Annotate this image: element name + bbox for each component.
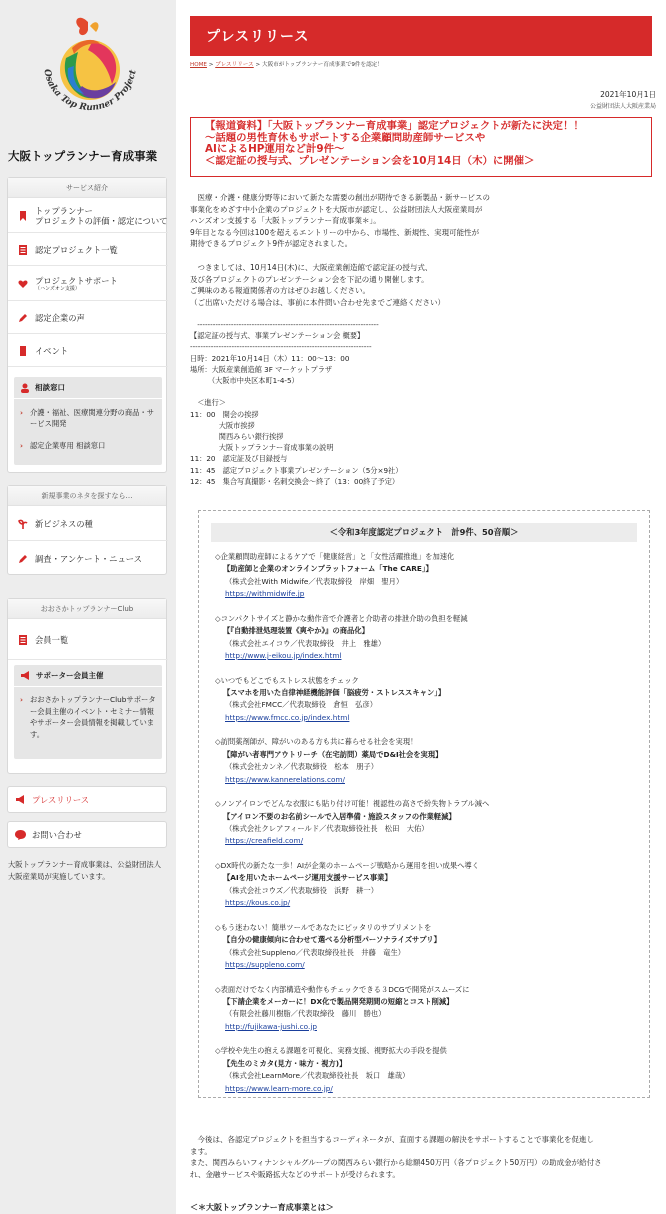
project-description: ◇企業顧問助産師によるケアで「健康経営」と「女性活躍推進」を加速化 xyxy=(215,552,455,561)
sidebar-item-voices[interactable] xyxy=(8,302,168,334)
breadcrumb-separator: > xyxy=(206,62,216,68)
sidebar-item-label: 調査・アンケート・ニュース xyxy=(35,554,142,564)
projects-box xyxy=(198,510,650,1098)
project-title: 【障がい者専門アウトリーチ（在宅訪問）薬局でD&I社会を実現】 xyxy=(223,749,443,759)
project-description: ◇ノンアイロンでどんな衣服にも貼り付け可能！視認性の高さで紛失物トラブル減へ xyxy=(215,799,490,809)
page-title: プレスリリース xyxy=(206,29,310,45)
megaphone-icon xyxy=(15,795,26,805)
project-company: （株式会社クレアフィールド／代表取締役社長 松田 大佑） xyxy=(225,824,429,833)
new-business-panel-title: 新規事業のネタを探すなら… xyxy=(8,486,166,506)
sidebar-contact-button[interactable] xyxy=(7,821,167,848)
project-description: ◇もう迷わない！簡単ツールであなたにピッタリのサプリメントを xyxy=(215,922,432,932)
event-icon xyxy=(18,346,28,356)
project-title: 【アイロン不要のお名前シールで入居準備・施設スタッフの作業軽減】 xyxy=(223,811,456,821)
consult-link-care[interactable]: › 介護・福祉、医療関連分野の商品・サービス開発 xyxy=(20,407,160,429)
project-description: ◇コンパクトサイズと静かな動作音で介護者と介助者の排泄介助の負担を軽減 xyxy=(215,613,468,623)
project-item xyxy=(215,922,645,972)
project-title: 【『自動排泄処理装置《爽やか》』の商品化】 xyxy=(223,626,369,636)
new-business-panel xyxy=(7,485,167,575)
sidebar-item-event[interactable] xyxy=(8,335,168,367)
pencil-icon xyxy=(18,554,28,564)
sidebar-item-label: 新ビジネスの種 xyxy=(35,518,93,529)
project-title: 【AIを用いたホームページ運用支援サービス事業】 xyxy=(223,873,392,883)
sidebar-item-label: プロジェクトサポート xyxy=(35,275,118,286)
headline: 【報道資料】「大阪トップランナー育成事業」認定プロジェクトが新たに決定！！ 〜話題の男性育休もサポートする企業顧問助産師サービスや AIによるHP運用など計9件〜 ＜認定証の授与式、プレゼンテーション会を10月14日（木）に開催＞ xyxy=(205,120,584,167)
project-company: （株式会社With Midwife／代表取締役 岸畑 聖月） xyxy=(225,576,404,586)
project-item xyxy=(215,551,645,601)
sidebar-item-new-business[interactable] xyxy=(8,507,168,541)
sidebar-item-label: イベント xyxy=(35,345,69,356)
project-url-link[interactable]: https://suppleno.com/ xyxy=(225,960,305,970)
consult-box xyxy=(14,377,162,465)
project-url-link[interactable]: https://kous.co.jp/ xyxy=(225,898,291,908)
site-name[interactable]: 大阪トップランナー育成事業 xyxy=(8,149,158,163)
breadcrumb-press-link[interactable]: プレスリリース xyxy=(215,62,254,68)
project-description: ◇訪問薬剤師が、障がいのある方も共に暮らせる社会を実現！ xyxy=(215,737,418,747)
sidebar-item-members[interactable] xyxy=(8,620,168,660)
breadcrumb-home-link[interactable]: HOME xyxy=(190,62,207,68)
consult-link-certified[interactable]: › 認定企業専用 相談窓口 xyxy=(20,440,160,451)
supporter-title: サポーター会員主催 xyxy=(14,665,162,687)
project-item xyxy=(215,613,645,663)
supporter-desc-link[interactable]: › おおさかトップランナーClubサポーター会員主催のイベント・セミナー情報やサポーター会員情報を掲載しています。 xyxy=(20,694,160,740)
sidebar-item-label: プロジェクトの評価・認定について xyxy=(35,215,168,226)
sprout-icon xyxy=(18,519,28,529)
project-company: （株式会社コウズ／代表取締役 浜野 耕一） xyxy=(225,885,379,895)
project-item xyxy=(215,736,645,786)
project-description: ◇DX時代の新たな一歩！AIが企業のホームページ戦略から運用を担い成果へ導く xyxy=(215,861,480,870)
about-heading: ＜＊大阪トップランナー育成事業とは＞ xyxy=(190,1203,334,1212)
project-item xyxy=(215,860,645,910)
project-title: 【助産師と企業のオンラインプラットフォーム「The CARE」】 xyxy=(223,564,433,574)
club-panel xyxy=(7,598,167,774)
sidebar-item-project-list[interactable] xyxy=(8,234,168,266)
project-company: （株式会社FMCC／代表取締役 倉恒 弘彦） xyxy=(225,700,378,710)
supporter-box xyxy=(14,665,162,759)
pen-icon xyxy=(18,313,28,323)
release-org: 公益財団法人大阪産業局 xyxy=(589,103,656,110)
contact-label: お問い合わせ xyxy=(32,829,82,840)
main-content xyxy=(176,0,666,1214)
service-panel-title: サービス紹介 xyxy=(8,178,166,198)
project-title: 【先生のミカタ(見方・味方・視方)】 xyxy=(223,1058,347,1068)
project-item xyxy=(215,984,645,1034)
event-overview: ---------------------------------------------------------------------- 【認定証の授与式、事業プレゼンテーション会 概要】 ---------------------------------------------------------------------- 日時：2021年10月14日（木）11：00〜13：00 場所：大阪産業創造館 3F マーケットプラザ （大阪市中央区本町1-4-5） ＜進行＞ 11：00 開会の挨拶 大阪市挨拶 関西みらい銀行挨拶 大阪トップランナー育成事業の説明 11：20 認定証及び目録授与 11：45 認定プロジェクト事業プレゼンテーション（5分×9社） 12：45 集合写真撮影・名刺交換会〜終了（13：00終了予定） xyxy=(190,320,403,486)
person-icon xyxy=(20,383,30,393)
project-url-link[interactable]: https://www.fmcc.co.jp/index.html xyxy=(225,712,350,722)
osaka-top-runner-logo[interactable] xyxy=(26,8,154,136)
heart-icon xyxy=(18,279,28,289)
notice-paragraph: つきましては、10月14日(木)に、大阪産業創造館で認定証の授与式、 及び各プロジェクトのプレゼンテーション会を下記の通り開催します。 ご興味のある報道関係者の方はぜひお越しください。 （ご出席いただける場合は、事前に本件問い合わせ先までご連絡ください） xyxy=(190,263,445,307)
megaphone-icon xyxy=(20,671,31,681)
project-url-link[interactable]: http://www.j-eikou.jp/index.html xyxy=(225,651,342,661)
project-description: ◇表面だけでなく内部構造や動作もチェックできる３DCGで開発がスムーズに xyxy=(215,984,470,994)
project-url-link[interactable]: https://creafield.com/ xyxy=(225,836,304,846)
project-item xyxy=(215,675,645,725)
sidebar-item-research[interactable] xyxy=(8,542,168,576)
sidebar-item-label: 会員一覧 xyxy=(35,634,69,645)
project-description: ◇学校や先生の抱える課題を可視化、実務支援、視野拡大の手段を提供 xyxy=(215,1046,447,1056)
consult-title: 相談窓口 xyxy=(14,377,162,399)
list-icon xyxy=(18,245,28,255)
sidebar-footer-text: 大阪トップランナー育成事業は、公益財団法人大阪産業局が実施しています。 xyxy=(8,860,162,881)
sidebar-item-evaluation[interactable] xyxy=(8,199,168,233)
project-item xyxy=(215,1045,645,1095)
list-icon xyxy=(18,635,28,645)
project-company: （株式会社LearnMore／代表取締役社長 坂口 雄哉） xyxy=(225,1071,410,1081)
sidebar-item-sublabel: （ハンズオン支援） xyxy=(35,285,80,292)
service-panel xyxy=(7,177,167,473)
page-banner xyxy=(190,16,652,56)
project-title: 【自分の健康傾向に合わせて選べる分析型パーソナライズサプリ】 xyxy=(223,935,441,945)
closing-paragraph: 今後は、各認定プロジェクトを担当するコーディネータが、直面する課題の解決をサポートすることで事業化を促進し ます。 また、関西みらいフィナンシャルグループの関西みらい銀行から総額450万円（各プロジェクト50万円）の助成金が給付さ れ、金融サービスや販路拡大などのサポートが受けられます。 xyxy=(190,1135,602,1179)
project-title: 【下請企業をメーカーに！DX化で製品開発期間の短縮とコスト削減】 xyxy=(223,997,454,1006)
project-company: （株式会社カンネ／代表取締役 松本 朋子） xyxy=(225,762,379,772)
projects-title: ＜令和3年度認定プロジェクト 計9件、50音順＞ xyxy=(211,523,637,542)
project-url-link[interactable]: https://withmidwife.jp xyxy=(225,589,305,599)
project-company: （株式会社Suppleno／代表取締役社長 井藤 竜生） xyxy=(225,947,406,957)
sidebar-press-release-button[interactable] xyxy=(7,786,167,813)
club-panel-title: おおさかトップランナーClub xyxy=(8,599,166,619)
project-description: ◇いつでもどこでもストレス状態をチェック xyxy=(215,675,359,685)
sidebar-item-label: 認定プロジェクト一覧 xyxy=(35,244,118,255)
project-url-link[interactable]: https://www.kannerelations.com/ xyxy=(225,774,345,784)
headline-box xyxy=(190,117,652,177)
bookmark-icon xyxy=(18,211,28,221)
project-url-link[interactable]: https://www.learn-more.co.jp/ xyxy=(225,1083,333,1093)
sidebar-item-project-support[interactable] xyxy=(8,267,168,301)
sidebar xyxy=(0,0,176,1214)
sidebar-item-label: 認定企業の声 xyxy=(35,312,85,323)
breadcrumb-separator: > xyxy=(253,62,262,68)
project-company: （株式会社エイコウ／代表取締役 井上 雅雄） xyxy=(225,638,386,648)
breadcrumb xyxy=(190,60,383,68)
project-url-link[interactable]: http://fujikawa-jushi.co.jp xyxy=(225,1021,317,1031)
breadcrumb-current: 大阪市がトップランナー育成事業で9件を認定！ xyxy=(261,62,383,68)
release-date: 2021年10月1日 xyxy=(600,90,656,99)
speech-bubble-icon xyxy=(15,830,26,840)
project-company: （有限会社藤川樹脂／代表取締役 藤川 勝也） xyxy=(225,1009,386,1019)
sidebar-item-label: トップランナー xyxy=(35,205,93,216)
press-release-label: プレスリリース xyxy=(32,794,90,805)
project-title: 【スマホを用いた自律神経機能評価「脳疲労・ストレススキャン」】 xyxy=(223,688,446,697)
svg-text:Osaka Top Runner Project: Osaka Top Runner Project xyxy=(41,68,139,114)
intro-paragraph: 医療・介護・健康分野等において新たな需要の創出が期待できる新製品・新サービスの 事業化をめざす中小企業のプロジェクトを大阪市が認定し、公益財団法人大阪産業局が ハンズオン支援する「大阪トップランナー育成事業＊」。 9年目となる今回は100を超えるエントリーの中から、市場性、新規性、実現可能性が 期待できるプロジェクト9件が認定されました。 xyxy=(190,193,490,249)
project-item xyxy=(215,798,645,848)
